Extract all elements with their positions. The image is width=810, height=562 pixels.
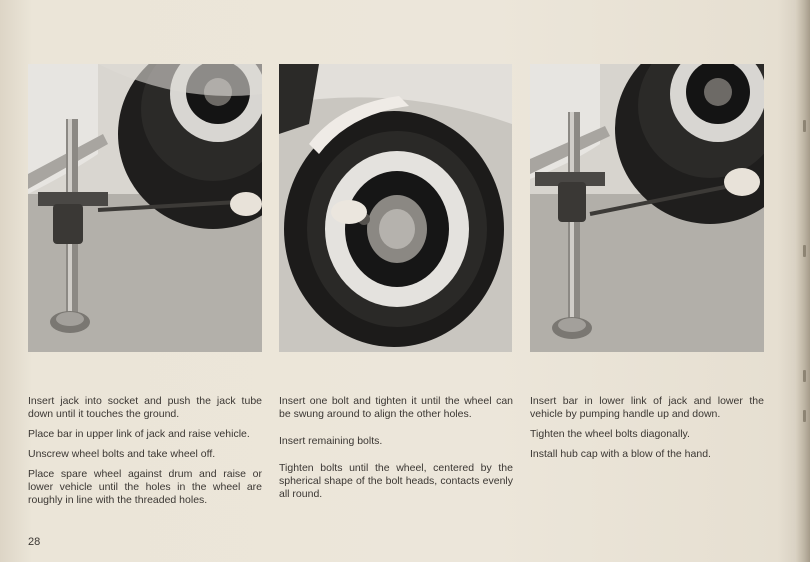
- caption-column-3: [530, 395, 764, 468]
- instruction-step: Insert one bolt and tighten it until the wheel can be swung around to align the other holes.: [279, 395, 513, 420]
- binding-tick: [803, 245, 806, 257]
- instruction-step: Tighten the wheel bolts diagonally.: [530, 428, 690, 440]
- instruction-step: Insert jack into socket and push the jack tube down until it touches the ground.: [28, 395, 262, 420]
- binding-tick: [803, 370, 806, 382]
- instruction-step: Install hub cap with a blow of the hand.: [530, 448, 711, 460]
- caption-column-1: [28, 395, 262, 514]
- instruction-step: Place spare wheel against drum and raise or lower vehicle until the holes in the wheel are roughly in line with the threaded holes.: [28, 468, 262, 506]
- lowering-jack-photo: [530, 64, 764, 352]
- caption-column-2: [279, 395, 513, 508]
- binding-edge: [796, 0, 810, 562]
- page-number: 28: [28, 536, 41, 548]
- mounting-wheel-bolt-photo: [279, 64, 512, 352]
- instruction-step: Unscrew wheel bolts and take wheel off.: [28, 448, 216, 460]
- binding-tick: [803, 120, 806, 132]
- instruction-step: Place bar in upper link of jack and raise vehicle.: [28, 428, 250, 440]
- jack-lifting-car-photo: [28, 64, 262, 352]
- binding-tick: [803, 410, 806, 422]
- instruction-step: Insert bar in lower link of jack and lower the vehicle by pumping handle up and down.: [530, 395, 764, 420]
- instruction-step: Tighten bolts until the wheel, centered by the spherical shape of the bolt heads, contacts evenly all round.: [279, 462, 513, 500]
- instruction-step: Insert remaining bolts.: [279, 435, 383, 447]
